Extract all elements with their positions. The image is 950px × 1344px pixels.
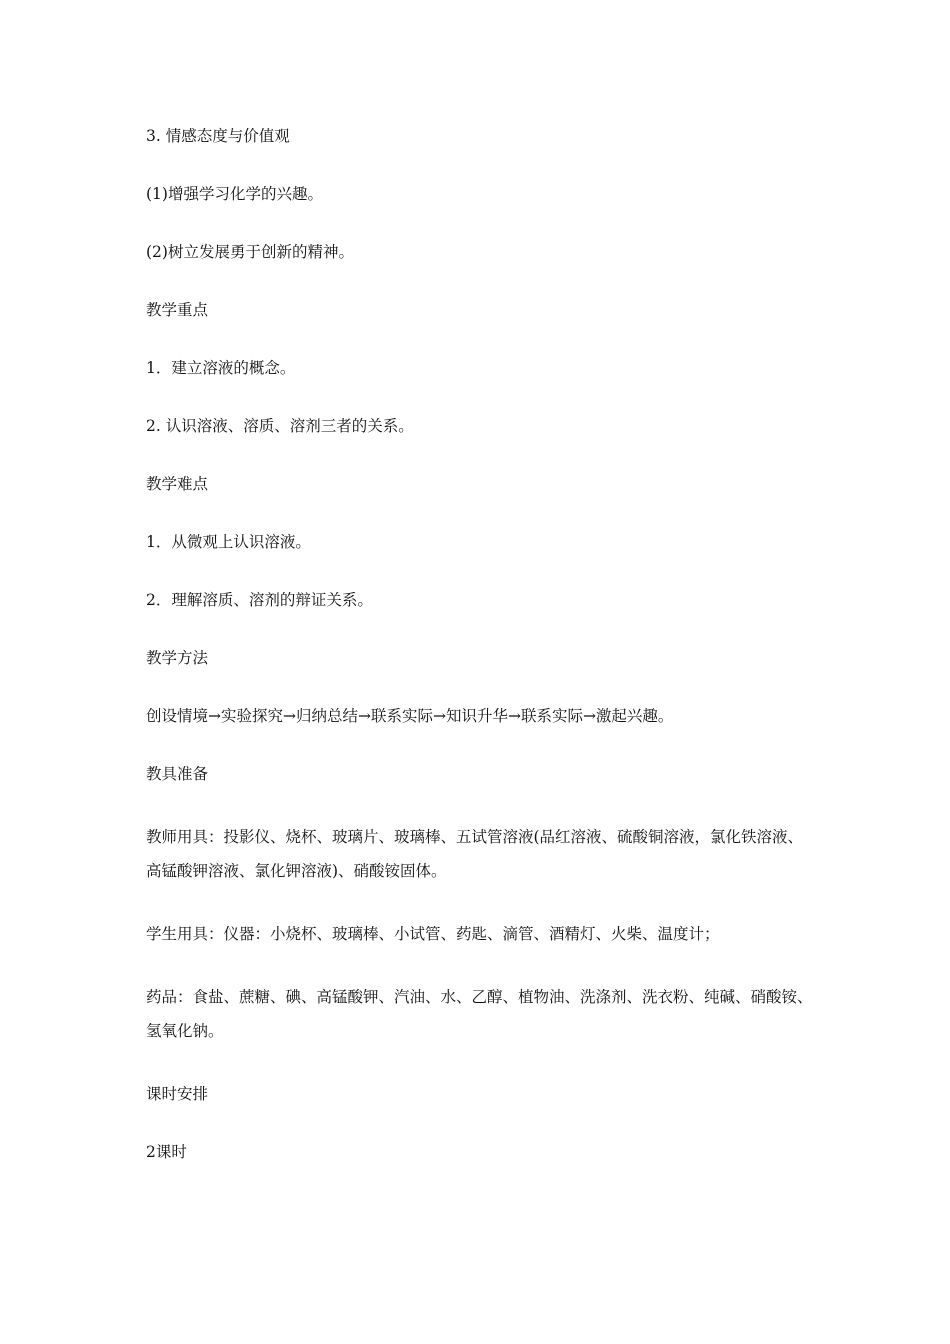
heading-key-points: 教学重点	[146, 301, 209, 319]
paragraph-affective-goals: 3. 情感态度与价值观	[146, 127, 290, 145]
paragraph-schedule: 2课时	[146, 1143, 187, 1161]
heading-difficulties: 教学难点	[146, 475, 209, 493]
paragraph-methods: 创设情境→实验探究→归纳总结→联系实际→知识升华→联系实际→激起兴趣。	[146, 707, 674, 725]
paragraph-key-point-2: 2. 认识溶液、溶质、溶剂三者的关系。	[146, 417, 414, 435]
paragraph-teacher-tools: 教师用具：投影仪、烧杯、玻璃片、玻璃棒、五试管溶液(品红溶液、硫酸铜溶液，氯化铁溶液、高锰酸钾溶液、氯化钾溶液)、硝酸铵固体。	[146, 828, 804, 880]
paragraph-student-tools: 学生用具：仪器：小烧杯、玻璃棒、小试管、药匙、滴管、酒精灯、火柴、温度计；	[146, 925, 720, 943]
paragraph-reagents: 药品：食盐、蔗糖、碘、高锰酸钾、汽油、水、乙醇、植物油、洗涤剂、洗衣粉、纯碱、硝酸铵、氢氧化钠。	[146, 988, 813, 1040]
document-body	[146, 124, 816, 1164]
paragraph-difficulty-1: 1．从微观上认识溶液。	[146, 533, 311, 551]
paragraph-key-point-1: 1．建立溶液的概念。	[146, 359, 296, 377]
paragraph-difficulty-2: 2．理解溶质、溶剂的辩证关系。	[146, 591, 373, 609]
heading-teaching-aids: 教具准备	[146, 765, 209, 783]
heading-schedule: 课时安排	[146, 1085, 209, 1103]
paragraph-goal-2: (2)树立发展勇于创新的精神。	[146, 243, 354, 261]
paragraph-goal-1: (1)增强学习化学的兴趣。	[146, 185, 323, 203]
heading-methods: 教学方法	[146, 649, 209, 667]
